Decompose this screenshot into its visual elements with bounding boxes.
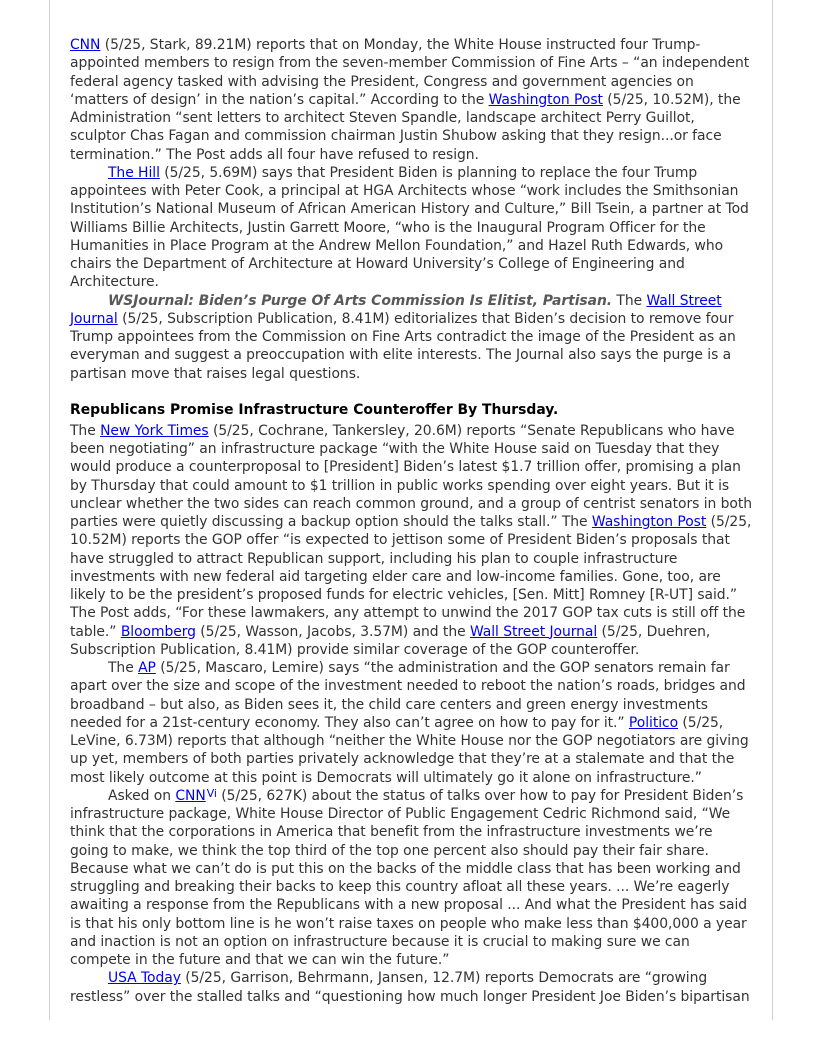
paragraph-text: The bbox=[70, 422, 101, 439]
paragraph-text: (5/25, Subscription Publication, 8.41M) editorializes that Biden’s decision to remove four Trump appointees from the Commission on Fine Arts contradict the image of the President as an everyman and suggest a preoccupation with elite interests. The Journal also says the purge is a partisan move that raises legal questions. bbox=[70, 310, 736, 382]
paragraph-text: (5/25, Mascaro, Lemire) says “the administration and the GOP senators remain far apart over the size and scope of the investment needed to reboot the nation’s roads, bridges and broadband – but also, as Biden sees it, the child care centers and green energy investments needed for a 21st-century economy. They also can’t agree on how to pay for it.” bbox=[70, 660, 746, 731]
source-link-cnn[interactable]: CNN bbox=[175, 787, 206, 804]
paragraph-text: (5/25, Wasson, Jacobs, 3.57M) and the bbox=[195, 623, 470, 640]
left-margin-rule bbox=[49, 0, 50, 1020]
source-link-bloomberg[interactable]: Bloomberg bbox=[120, 623, 196, 640]
paragraph-text: (5/25, LeVine, 6.73M) reports that although “neither the White House nor the GOP negotiators are giving up yet, members of both parties privately acknowledge that they’re at a stalemate and that the most likely outcome at this point is Democrats will ultimately go it alone on infrastructure.” bbox=[70, 714, 749, 786]
video-marker[interactable]: Vi bbox=[206, 786, 217, 800]
paragraph-text: The bbox=[108, 660, 139, 676]
source-link-ap[interactable]: AP bbox=[138, 660, 156, 676]
paragraph bbox=[70, 969, 754, 1006]
story-headline: Republicans Promise Infrastructure Counteroffer By Thursday. bbox=[70, 401, 559, 418]
subheading: WSJournal: Biden’s Purge Of Arts Commission Is Elitist, Partisan. bbox=[108, 292, 613, 309]
paragraph-text: (5/25, Duehren, Subscription Publication, 8.41M) provide similar coverage of the GOP counteroffer. bbox=[70, 623, 711, 658]
paragraph bbox=[70, 292, 754, 383]
source-link-new-york-times[interactable]: New York Times bbox=[100, 422, 209, 439]
source-link-cnn[interactable]: CNN bbox=[70, 37, 101, 53]
source-link-wall-street-journal[interactable]: Wall Street Journal bbox=[70, 292, 722, 327]
paragraph bbox=[70, 164, 754, 292]
source-link-politico[interactable]: Politico bbox=[628, 714, 679, 731]
paragraph-text: (5/25, 10.52M), the Administration “sent letters to architect Steven Spandle, landscape architect Perry Guillot, sculptor Chas Fagan and commission chairman Justin Shubow asking that they resign...or face termination.” The Post adds all four have refused to resign. bbox=[70, 91, 741, 163]
source-link-usa-today[interactable]: USA Today bbox=[108, 970, 181, 987]
paragraph-text: (5/25, 10.52M) reports the GOP offer “is expected to jettison some of President Biden’s proposals that have struggled to attract Republican support, including his plan to couple infrastructure investments with new federal aid targeting elder care and low-income families. Gone, too, are likely to be the president’s proposed funds for electric vehicles, [Sen. Mitt] Romney [R-UT] said.” The Post adds, “For these lawmakers, any attempt to unwind the 2017 GOP tax cuts is still off the table.” bbox=[70, 514, 752, 640]
paragraph-text: (5/25, 5.69M) says that President Biden is planning to replace the four Trump appointees with Peter Cook, a principal at HGA Architects whose “work includes the Smithsonian Institution’s National Museum of African American History and Culture,” Bill Tsein, a partner at Tod Williams Billie Architects, Justin Garrett Moore, “who is the Inaugural Program Officer for the Humanities in Place Program at the Andrew Mellon Foundation,” and Hazel Ruth Edwards, who chairs the Department of Architecture at Howard University’s College of Engineering and Architecture. bbox=[70, 164, 749, 291]
source-link-the-hill[interactable]: The Hill bbox=[108, 164, 160, 181]
paragraph bbox=[70, 36, 754, 164]
paragraph bbox=[70, 659, 754, 787]
paragraph-text: The bbox=[612, 292, 647, 309]
source-link-washington-post[interactable]: Washington Post bbox=[488, 91, 603, 108]
paragraph-text: (5/25, Cochrane, Tankersley, 20.6M) reports “Senate Republicans who have been negotiating” an infrastructure package “with the White House said on Tuesday that they would produce a counterproposal to [President] Biden’s latest $1.7 trillion offer, promising a plan by Thursday that could amount to $1 trillion in public works spending over eight years. But it is unclear whether the two sides can reach common ground, and a group of centrist senators in both parties were quietly discussing a backup option should the talks stall.” The bbox=[70, 422, 752, 530]
paragraph-text: Asked on bbox=[108, 787, 176, 804]
right-margin-rule bbox=[772, 0, 773, 1020]
paragraph-text: (5/25, Stark, 89.21M) reports that on Monday, the White House instructed four Trump-appointed members to resign from the seven-member Commission of Fine Arts – “an independent federal agency tasked with advising the President, Congress and government agencies on ‘matters of design’ in the nation’s capital.” According to the bbox=[70, 37, 750, 108]
paragraph bbox=[70, 422, 754, 659]
source-link-washington-post[interactable]: Washington Post bbox=[591, 514, 707, 530]
article-body bbox=[70, 36, 754, 1006]
paragraph-text: (5/25, Garrison, Behrmann, Jansen, 12.7M) reports Democrats are “growing restless” over the stalled talks and “questioning how much longer President Joe Biden’s bipartisan bbox=[70, 970, 750, 1005]
source-link-wall-street-journal[interactable]: Wall Street Journal bbox=[469, 623, 598, 640]
paragraph bbox=[70, 787, 754, 970]
paragraph-text: (5/25, 627K) about the status of talks over how to pay for President Biden’s infrastructure package, White House Director of Public Engagement Cedric Richmond said, “We think that the corporations in America that benefit from the infrastructure investments we’re going to make, we think the top third of the top one percent also should pay their fair share. Because what we can’t do is put this on the backs of the middle class that has been working and struggling and breaking their backs to keep this country afloat all these years. ... We’re eagerly awaiting a response from the Republicans with a new proposal ... And what the President has said is that his only bottom line is he won’t raise taxes on people who make less than $400,000 a year and inaction is not an option on infrastructure because it is crucial to making sure we can compete in the future and that we can win the future.” bbox=[70, 787, 748, 968]
